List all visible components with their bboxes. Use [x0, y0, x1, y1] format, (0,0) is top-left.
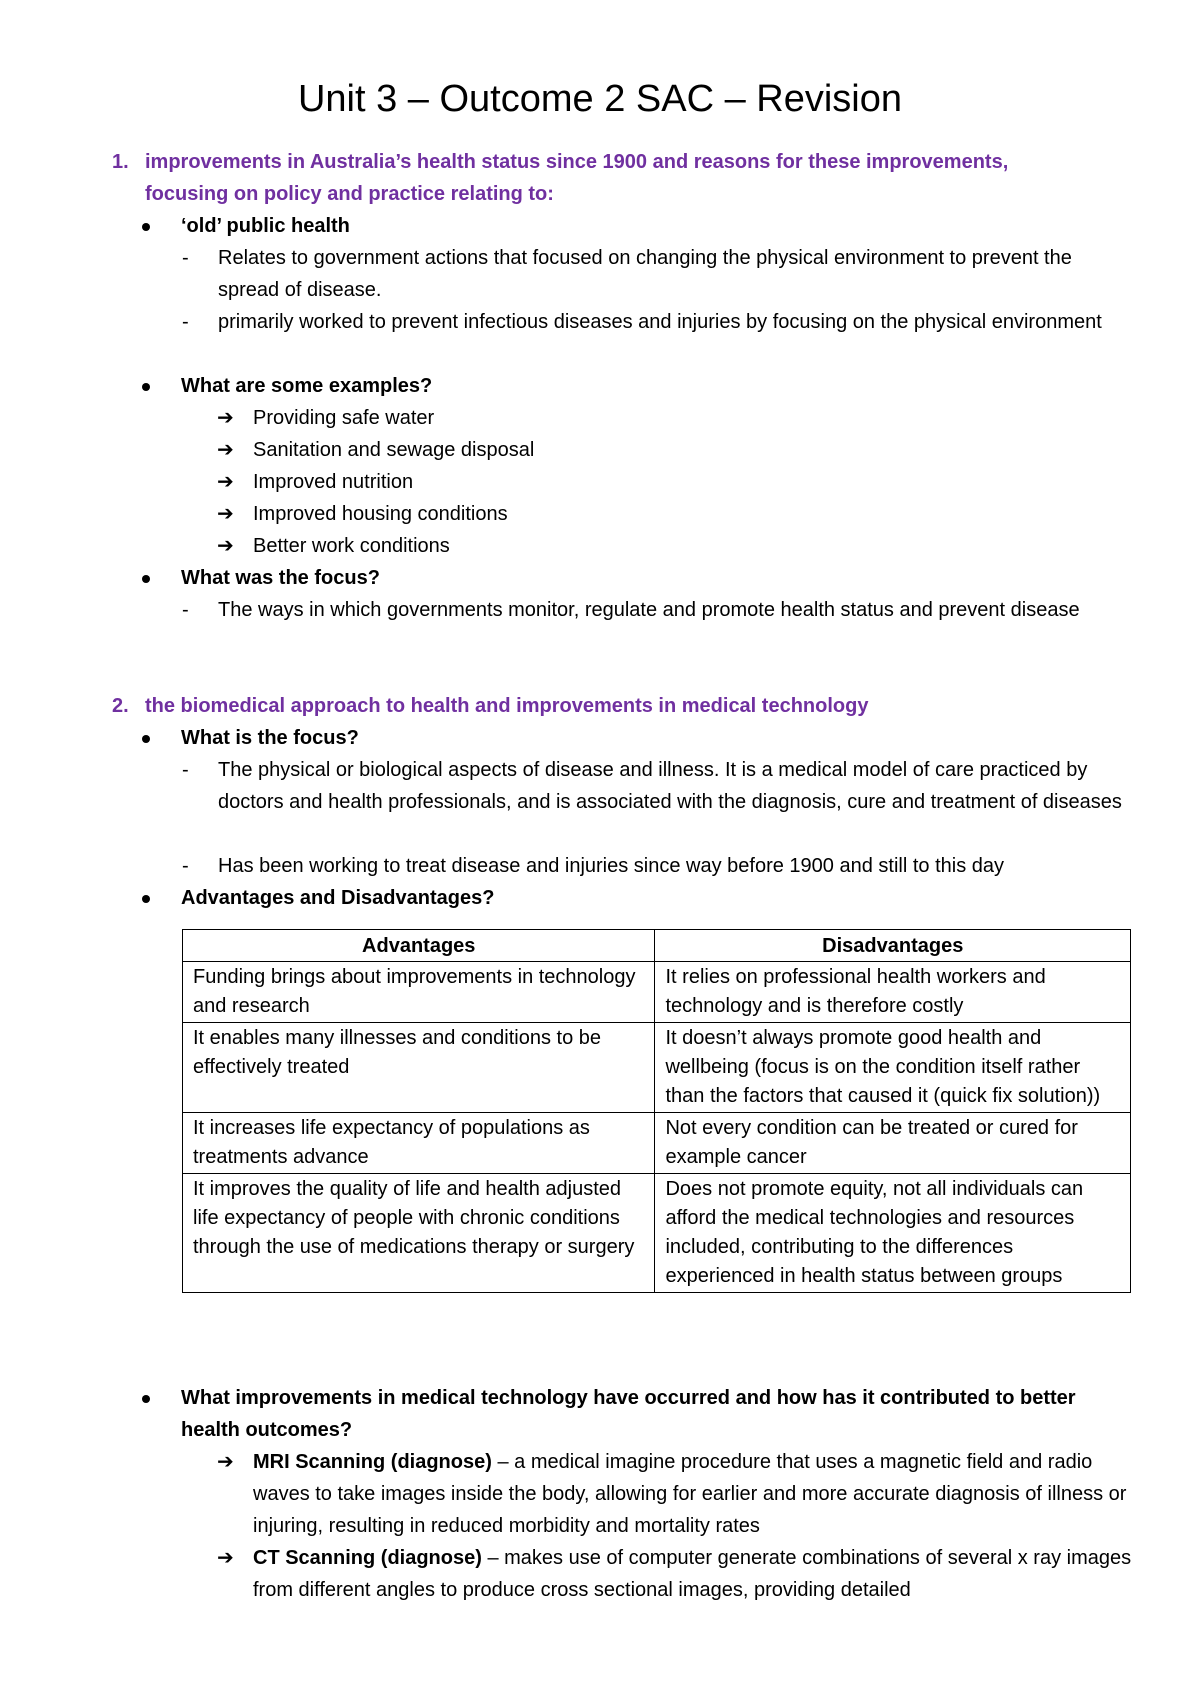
- dash-point-text: Has been working to treat disease and injuries since way before 1900 and still to this day: [218, 855, 1005, 877]
- section-2-heading: [112, 690, 1095, 722]
- table-cell: Not every condition can be treated or cured for example cancer: [655, 1113, 1131, 1174]
- table-header-row: [183, 930, 1131, 962]
- bullet-dot-icon: [142, 575, 150, 583]
- bullet-label: ‘old’ public health: [181, 215, 350, 237]
- arrow-right-icon: ➔: [217, 535, 234, 557]
- arrow-right-icon: ➔: [217, 1547, 234, 1569]
- table-row: [183, 962, 1131, 1023]
- dash-point-text: Relates to government actions that focused on changing the physical environment to prevent the spread of disease.: [218, 247, 1072, 301]
- tech-term: CT Scanning (diagnose): [253, 1547, 482, 1569]
- arrow-item: [217, 434, 1133, 466]
- arrow-right-icon: ➔: [217, 407, 234, 429]
- arrow-right-icon: ➔: [217, 439, 234, 461]
- arrow-item: [217, 530, 1133, 562]
- table-cell: It relies on professional health workers and technology and is therefore costly: [655, 962, 1131, 1023]
- arrow-right-icon: ➔: [217, 471, 234, 493]
- arrow-item-text: Better work conditions: [253, 535, 450, 557]
- dash-icon: -: [182, 855, 189, 877]
- arrow-item: [217, 1542, 1133, 1606]
- table-cell: It improves the quality of life and health adjusted life expectancy of people with chronic conditions through the use of medications therapy or surgery: [183, 1174, 655, 1293]
- dash-point-text: The physical or biological aspects of disease and illness. It is a medical model of care practiced by doctors and health professionals, and is associated with the diagnosis, cure and treatment of diseases: [218, 759, 1122, 813]
- bullet-label: What is the focus?: [181, 727, 359, 749]
- arrow-item-text: Improved nutrition: [253, 471, 414, 493]
- table-cell: It doesn’t always promote good health and wellbeing (focus is on the condition itself rather than the factors that caused it (quick fix solution)): [655, 1023, 1131, 1113]
- table-cell: It increases life expectancy of populations as treatments advance: [183, 1113, 655, 1174]
- dash-point-text: The ways in which governments monitor, regulate and promote health status and prevent disease: [218, 599, 1080, 621]
- table-cell: Funding brings about improvements in technology and research: [183, 962, 655, 1023]
- bullet-dot-icon: [142, 383, 150, 391]
- dash-icon: -: [182, 311, 189, 333]
- dash-point: [182, 306, 1128, 338]
- bullet-label: Advantages and Disadvantages?: [181, 887, 495, 909]
- dash-point: [182, 242, 1128, 306]
- arrow-item-text: Sanitation and sewage disposal: [253, 439, 535, 461]
- tech-description: – a medical imagine procedure that uses a magnetic field and radio waves to take images inside the body, allowing for earlier and more accurate diagnosis of illness or injuring, resulting in reduced morbidity and mortality rates: [253, 1451, 1127, 1537]
- arrow-right-icon: ➔: [217, 1451, 234, 1473]
- page-title: Unit 3 – Outcome 2 SAC – Revision: [297, 78, 903, 120]
- dash-point: [182, 850, 1128, 882]
- bullet-label: What are some examples?: [181, 375, 433, 397]
- arrow-item: [217, 498, 1133, 530]
- tech-description: – makes use of computer generate combinations of several x ray images from different angles to produce cross sectional images, providing detailed: [253, 1547, 1132, 1601]
- table-header-disadvantages: Disadvantages: [655, 930, 1131, 962]
- bullet-dot-icon: [142, 895, 150, 903]
- bullet-dot-icon: [142, 735, 150, 743]
- section-1-heading: [112, 146, 1085, 210]
- arrow-item: [217, 466, 1133, 498]
- dash-point: [182, 594, 1128, 626]
- section-2-heading-text: the biomedical approach to health and improvements in medical technology: [145, 695, 869, 717]
- table-row: [183, 1113, 1131, 1174]
- table-row: [183, 1023, 1131, 1113]
- dash-icon: -: [182, 599, 189, 621]
- dash-icon: -: [182, 247, 189, 269]
- arrow-item-text: Improved housing conditions: [253, 503, 508, 525]
- advantages-disadvantages-table: [182, 929, 1131, 1293]
- tech-term: MRI Scanning (diagnose): [253, 1451, 492, 1473]
- dash-icon: -: [182, 759, 189, 781]
- section-1-number: 1.: [112, 151, 129, 173]
- bullet-dot-icon: [142, 223, 150, 231]
- bullet-label: What improvements in medical technology have occurred and how has it contributed to better health outcomes?: [181, 1387, 1076, 1441]
- section-1-heading-text: improvements in Australia’s health status since 1900 and reasons for these improvements, focusing on policy and practice relating to:: [145, 151, 1009, 205]
- bullet-dot-icon: [142, 1395, 150, 1403]
- arrow-item: [217, 1446, 1133, 1542]
- arrow-right-icon: ➔: [217, 503, 234, 525]
- table-row: [183, 1174, 1131, 1293]
- section-2-number: 2.: [112, 695, 129, 717]
- dash-point: [182, 754, 1128, 818]
- arrow-item: [217, 402, 1133, 434]
- table-cell: It enables many illnesses and conditions to be effectively treated: [183, 1023, 655, 1113]
- table-header-advantages: Advantages: [183, 930, 655, 962]
- table-cell: Does not promote equity, not all individuals can afford the medical technologies and resources included, contributing to the differences experienced in health status between groups: [655, 1174, 1131, 1293]
- dash-point-text: primarily worked to prevent infectious diseases and injuries by focusing on the physical environment: [218, 311, 1102, 333]
- bullet-label: What was the focus?: [181, 567, 380, 589]
- arrow-item-text: Providing safe water: [253, 407, 435, 429]
